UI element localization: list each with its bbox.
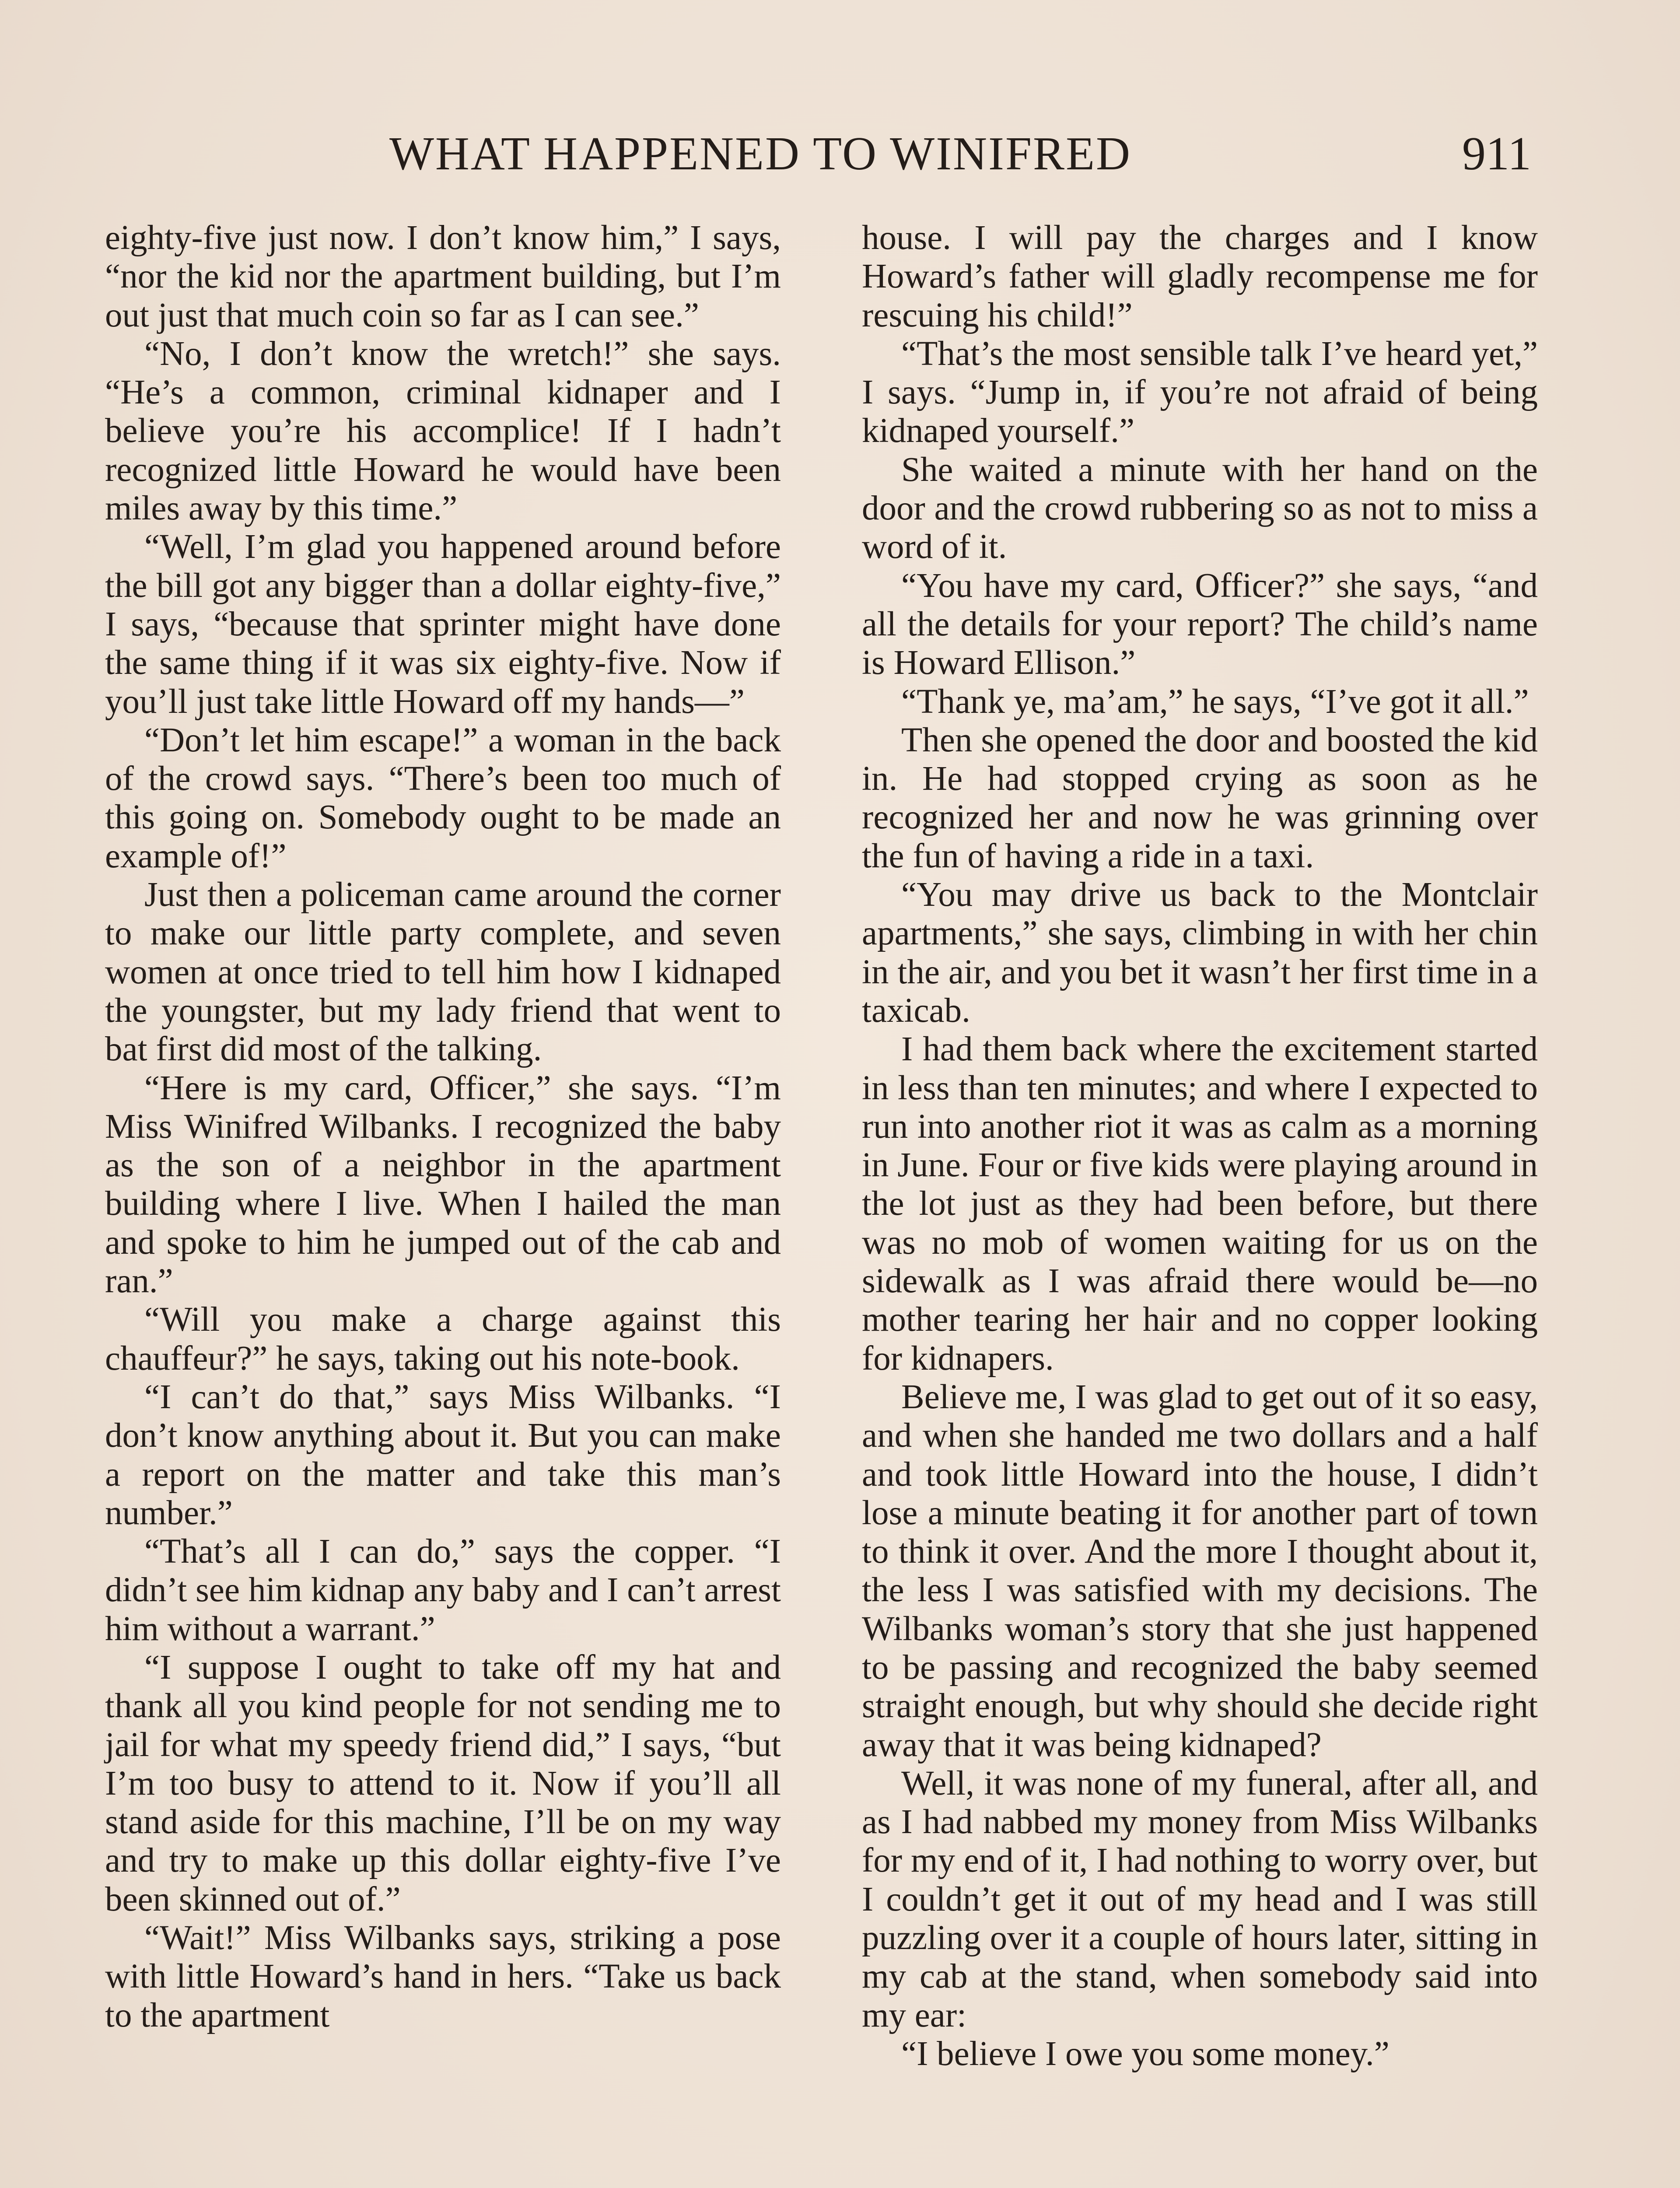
paragraph: I had them back where the excitement started in less than ten minutes; and where I expected to run into another riot it was as calm as a morning in June. Four or five kids were playing around in the lot just as they had been before, but there was no mob of women waiting for us on the sidewalk as I was afraid there would be—no mother tearing her hair and no copper looking for kidnapers.: [862, 1030, 1538, 1378]
paragraph: “Thank ye, ma’am,” he says, “I’ve got it all.”: [901, 682, 1529, 721]
paragraph: “You may drive us back to the Montclair apartments,” she says, climbing in with her chin in the air, and you bet it wasn’t her first time in a taxicab.: [862, 876, 1538, 1030]
paragraph: house. I will pay the charges and I know Howard’s father will gladly recompense me for rescuing his child!”: [862, 219, 1538, 334]
running-title: WHAT HAPPENED TO WINIFRED: [389, 128, 1132, 180]
running-header: [105, 127, 1531, 193]
paragraph: “Well, I’m glad you happened around before the bill got any bigger than a dollar eighty-five,” I says, “because that sprinter might have done the same thing if it was six eighty-five. Now if you’ll just take little Howard off my hands—”: [105, 528, 781, 721]
paragraph: “I can’t do that,” says Miss Wilbanks. “I don’t know anything about it. But you can make a report on the matter and take this man’s number.”: [105, 1378, 781, 1532]
paragraph: Just then a policeman came around the corner to make our little party complete, and seven women at once tried to tell him how I kidnaped the youngster, but my lady friend that went to bat first did most of the talking.: [105, 876, 781, 1069]
paragraph: “Will you make a charge against this chauffeur?” he says, taking out his note-book.: [105, 1301, 781, 1378]
paragraph: “Wait!” Miss Wilbanks says, striking a pose with little Howard’s hand in hers. “Take us back to the apartment: [105, 1919, 781, 2034]
paragraph: “Don’t let him escape!” a woman in the back of the crowd says. “There’s been too much of this going on. Somebody ought to be made an example of!”: [105, 721, 781, 875]
paragraph: She waited a minute with her hand on the door and the crowd rubbering so as not to miss a word of it.: [862, 450, 1538, 566]
paragraph: “I suppose I ought to take off my hat and thank all you kind people for not sending me to jail for what my speedy friend did,” I says, “but I’m too busy to attend to it. Now if you’ll all stand aside for this machine, I’ll be on my way and try to make up this dollar eighty-five I’ve been skinned out of.”: [105, 1648, 781, 1918]
left-column: [105, 219, 781, 2035]
right-column: [862, 219, 1538, 2073]
paragraph: Then she opened the door and boosted the kid in. He had stopped crying as soon as he recognized her and now he was grinning over the fun of having a ride in a taxi.: [862, 721, 1538, 875]
paragraph: “That’s the most sensible talk I’ve heard yet,” I says. “Jump in, if you’re not afraid of being kidnaped yourself.”: [862, 334, 1538, 450]
paragraph: eighty-five just now. I don’t know him,” I says, “nor the kid nor the apartment building, but I’m out just that much coin so far as I can see.”: [105, 219, 781, 334]
paragraph: “That’s all I can do,” says the copper. “I didn’t see him kidnap any baby and I can’t arrest him without a warrant.”: [105, 1532, 781, 1648]
paragraph: “You have my card, Officer?” she says, “and all the details for your report? The child’s name is Howard Ellison.”: [862, 566, 1538, 682]
paragraph: “I believe I owe you some money.”: [901, 2034, 1390, 2073]
page-number: 911: [1462, 128, 1531, 180]
paragraph: “Here is my card, Officer,” she says. “I’m Miss Winifred Wilbanks. I recognized the baby as the son of a neighbor in the apartment building where I live. When I hailed the man and spoke to him he jumped out of the cab and ran.”: [105, 1069, 781, 1301]
paragraph: “No, I don’t know the wretch!” she says. “He’s a common, criminal kidnaper and I believe you’re his accomplice! If I hadn’t recognized little Howard he would have been miles away by this time.”: [105, 334, 781, 528]
paragraph: Believe me, I was glad to get out of it so easy, and when she handed me two dollars and a half and took little Howard into the house, I didn’t lose a minute beating it for another part of town to think it over. And the more I thought about it, the less I was satisfied with my decisions. The Wilbanks woman’s story that she just happened to be passing and recognized the baby seemed straight enough, but why should she decide right away that it was being kidnaped?: [862, 1378, 1538, 1764]
paragraph: Well, it was none of my funeral, after all, and as I had nabbed my money from Miss Wilbanks for my end of it, I had nothing to worry over, but I couldn’t get it out of my head and I was still puzzling over it a couple of hours later, sitting in my cab at the stand, when somebody said into my ear:: [862, 1764, 1538, 2034]
